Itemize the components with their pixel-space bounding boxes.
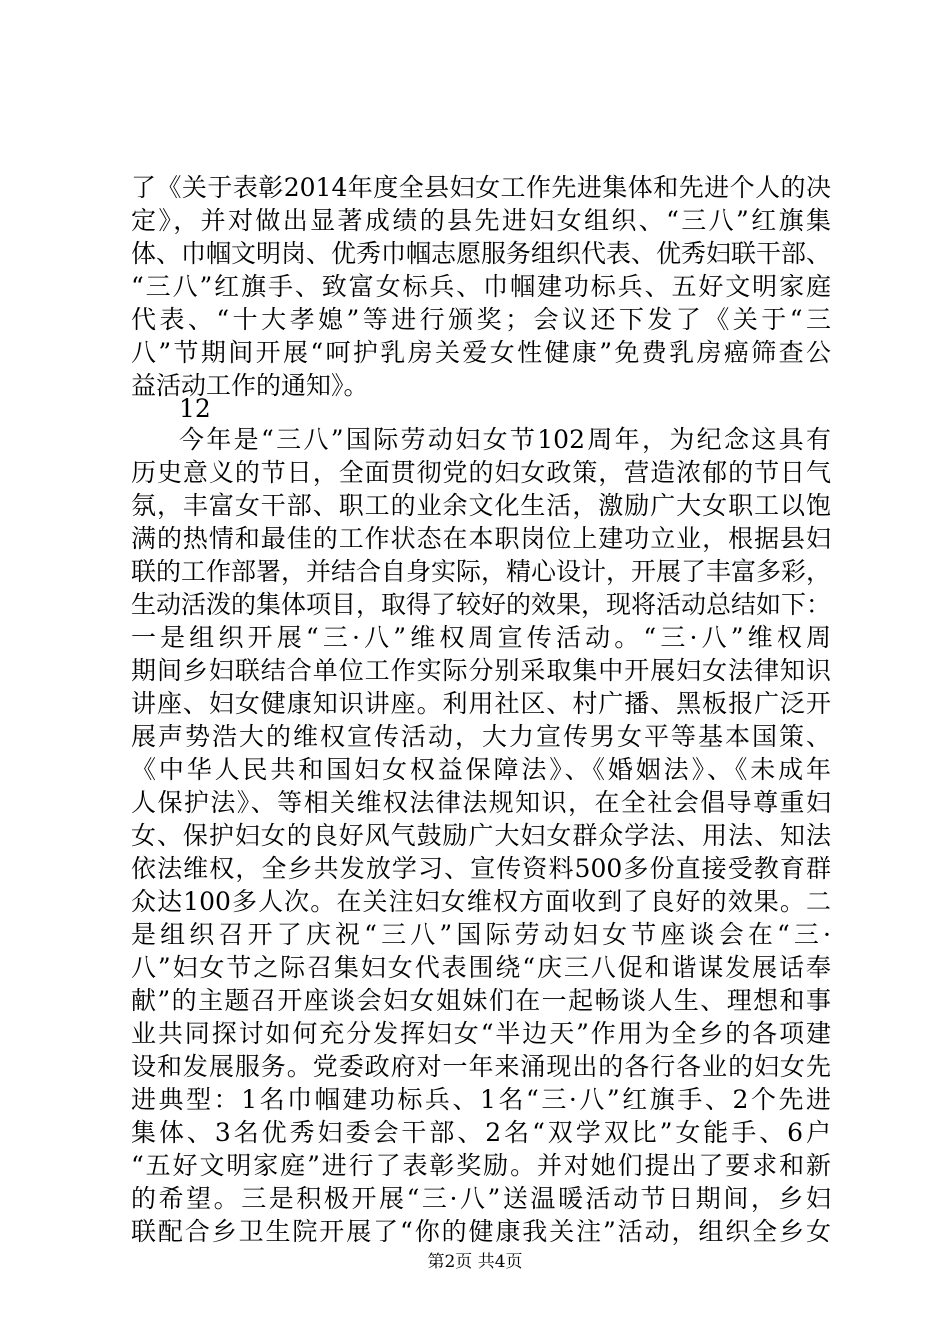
paragraph-2-line: 人保护法》、等相关维权法律法规知识，在全社会倡导尊重妇 bbox=[131, 788, 831, 817]
paragraph-2-line: 献”的主题召开座谈会妇女姐妹们在一起畅谈人生、理想和事 bbox=[131, 986, 831, 1015]
paragraph-1-line: 了《关于表彰2014年度全县妇女工作先进集体和先进个人的决 bbox=[131, 173, 831, 202]
paragraph-1-line: “三八”红旗手、致富女标兵、巾帼建功标兵、五好文明家庭 bbox=[131, 272, 831, 301]
paragraph-2-line: 氛，丰富女干部、职工的业余文化生活，激励广大女职工以饱 bbox=[131, 491, 831, 520]
paragraph-2-line: 众达100多人次。在关注妇女维权方面收到了良好的效果。二 bbox=[131, 887, 831, 916]
section-number: 12 bbox=[179, 394, 211, 423]
paragraph-2-line: 集体、3名优秀妇委会干部、2名“双学双比”女能手、6户 bbox=[131, 1118, 831, 1147]
paragraph-1-line: 八”节期间开展“呵护乳房关爱女性健康”免费乳房癌筛查公 bbox=[131, 338, 831, 367]
paragraph-2-line: 一是组织开展“三·八”维权周宣传活动。“三·八”维权周 bbox=[131, 623, 831, 652]
paragraph-2-line: 今年是“三八”国际劳动妇女节102周年，为纪念这具有 bbox=[179, 425, 831, 454]
paragraph-2-line: 的希望。三是积极开展“三·八”送温暖活动节日期间，乡妇 bbox=[131, 1184, 831, 1213]
paragraph-2-line: 女、保护妇女的良好风气鼓励广大妇女群众学法、用法、知法 bbox=[131, 821, 831, 850]
paragraph-2-line: 《中华人民共和国妇女权益保障法》、《婚姻法》、《未成年 bbox=[131, 755, 831, 784]
paragraph-2-line: 联配合乡卫生院开展了“你的健康我关注”活动，组织全乡女 bbox=[131, 1217, 831, 1246]
paragraph-1-line: 定》，并对做出显著成绩的县先进妇女组织、“三八”红旗集 bbox=[131, 206, 831, 235]
paragraph-1-line: 代表、“十大孝媳”等进行颁奖；会议还下发了《关于“三 bbox=[131, 305, 831, 334]
paragraph-1-line: 体、巾帼文明岗、优秀巾帼志愿服务组织代表、优秀妇联干部、 bbox=[131, 239, 832, 268]
paragraph-2-line: 设和发展服务。党委政府对一年来涌现出的各行各业的妇女先 bbox=[131, 1052, 831, 1081]
page-footer: 第2页 共4页 bbox=[427, 1252, 523, 1272]
paragraph-2-line: 是组织召开了庆祝“三八”国际劳动妇女节座谈会在“三· bbox=[131, 920, 831, 949]
paragraph-2-line: 历史意义的节日，全面贯彻党的妇女政策，营造浓郁的节日气 bbox=[131, 458, 831, 487]
paragraph-2-line: “五好文明家庭”进行了表彰奖励。并对她们提出了要求和新 bbox=[131, 1151, 831, 1180]
paragraph-2-line: 满的热情和最佳的工作状态在本职岗位上建功立业，根据县妇 bbox=[131, 524, 831, 553]
paragraph-2-line: 业共同探讨如何充分发挥妇女“半边天”作用为全乡的各项建 bbox=[131, 1019, 831, 1048]
paragraph-2-line: 展声势浩大的维权宣传活动，大力宣传男女平等基本国策、 bbox=[131, 722, 831, 751]
paragraph-2-line: 依法维权，全乡共发放学习、宣传资料500多份直接受教育群 bbox=[131, 854, 831, 883]
paragraph-2-line: 期间乡妇联结合单位工作实际分别采取集中开展妇女法律知识 bbox=[131, 656, 831, 685]
paragraph-1-line: 益活动工作的通知》。 bbox=[131, 371, 369, 400]
paragraph-2-line: 进典型：1名巾帼建功标兵、1名“三·八”红旗手、2个先进 bbox=[131, 1085, 831, 1114]
paragraph-2-line: 八”妇女节之际召集妇女代表围绕“庆三八促和谐谋发展话奉 bbox=[131, 953, 831, 982]
paragraph-2-line: 生动活泼的集体项目，取得了较好的效果，现将活动总结如下： bbox=[131, 590, 832, 619]
paragraph-2-line: 联的工作部署，并结合自身实际，精心设计，开展了丰富多彩， bbox=[131, 557, 832, 586]
paragraph-2-line: 讲座、妇女健康知识讲座。利用社区、村广播、黑板报广泛开 bbox=[131, 689, 831, 718]
